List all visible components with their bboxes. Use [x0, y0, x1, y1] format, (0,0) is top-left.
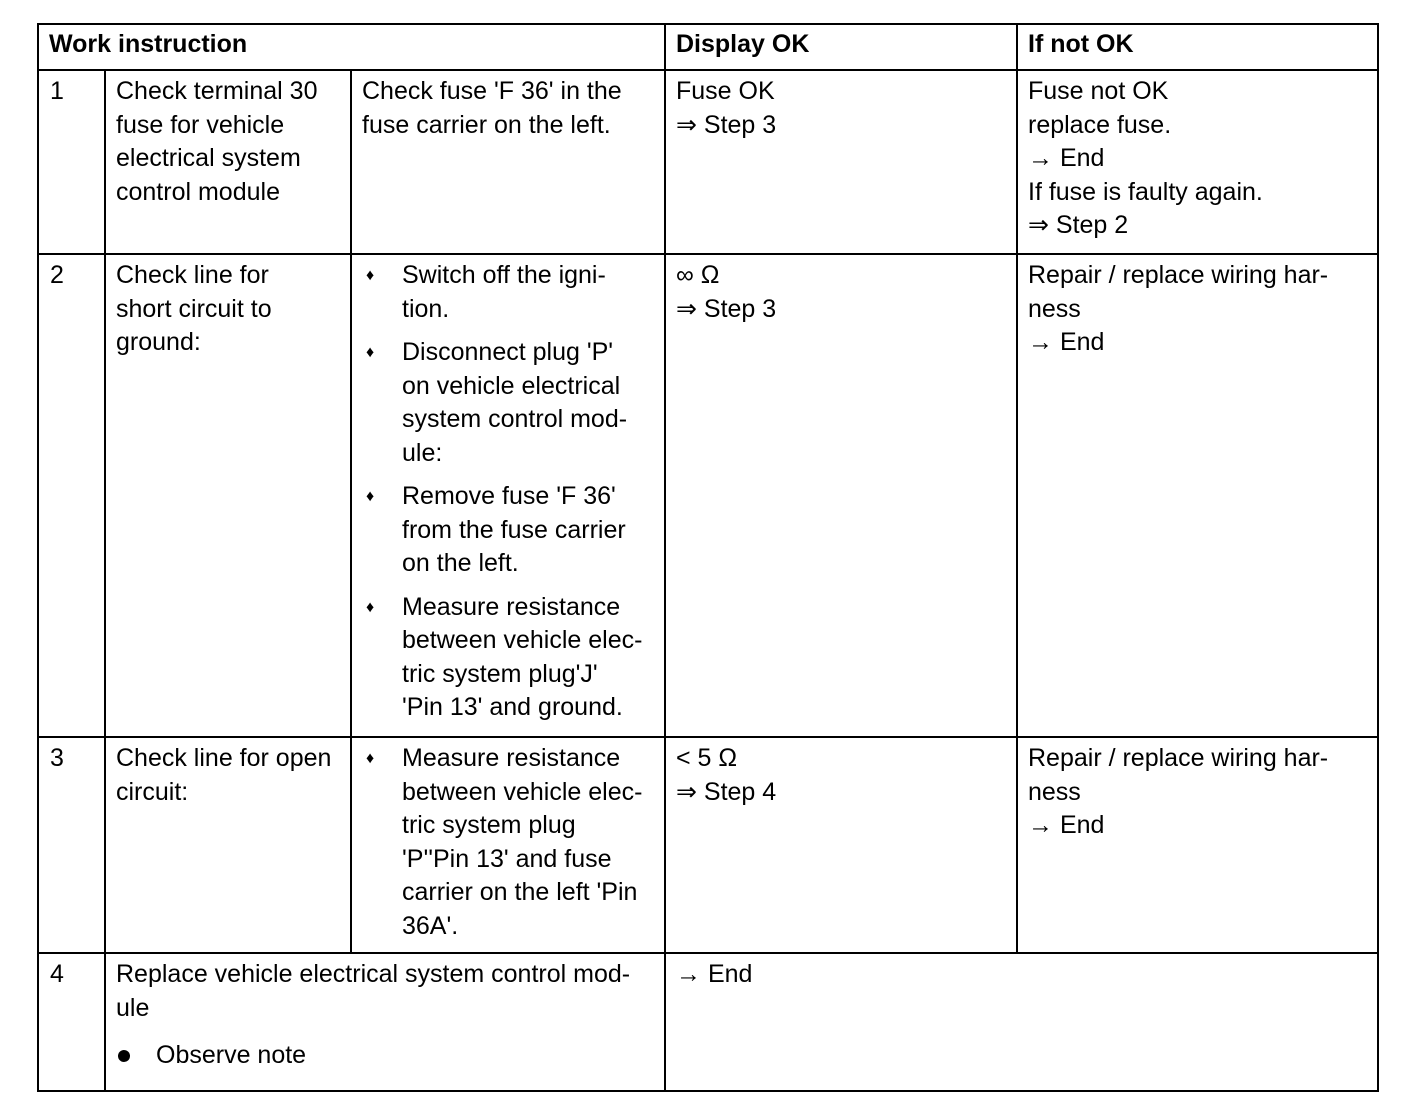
header-display-ok: Display OK [665, 24, 1017, 70]
check-description: Check line for short circuit to ground: [105, 254, 351, 737]
list-item: ♦ Measure resistance between vehicle elec- tric system plug'J' 'Pin 13' and ground. [366, 592, 643, 721]
step-number: 3 [38, 737, 105, 953]
display-ok-result: ∞ Ω ⇒ Step 3 [665, 254, 1017, 737]
check-description-cell [105, 953, 665, 1091]
action-list [362, 742, 654, 943]
list-item: ♦ Disconnect plug 'P' on vehicle electrical system control mod- ule: [366, 338, 628, 467]
display-ok-result: → End [665, 953, 1378, 1091]
diamond-bullet-icon: ♦ [366, 488, 375, 505]
list-item: ♦ Switch off the igni- tion. [366, 261, 606, 323]
step-number: 2 [38, 254, 105, 737]
action-list [362, 259, 654, 725]
if-not-ok-result: Repair / replace wiring har- ness → End [1017, 254, 1378, 737]
diamond-bullet-icon: ♦ [366, 267, 375, 284]
list-item: ♦ Measure resistance between vehicle elec- tric system plug 'P''Pin 13' and fuse carrier on the left 'Pin 36A'. [366, 744, 643, 940]
bullet-dot-icon [118, 1050, 130, 1062]
check-description: Check terminal 30 fuse for vehicle electrical system control module [105, 70, 351, 254]
check-description: Replace vehicle electrical system control mod- ule [116, 960, 631, 1022]
diamond-bullet-icon: ♦ [366, 750, 375, 767]
if-not-ok-result: Fuse not OK replace fuse. → End If fuse is faulty again. ⇒ Step 2 [1017, 70, 1378, 254]
action-description: Check fuse 'F 36' in the fuse carrier on the left. [351, 70, 665, 254]
if-not-ok-result: Repair / replace wiring har- ness → End [1017, 737, 1378, 953]
note-item [116, 1039, 654, 1073]
diamond-bullet-icon: ♦ [366, 344, 375, 361]
step-number: 1 [38, 70, 105, 254]
step-number: 4 [38, 953, 105, 1091]
display-ok-result: Fuse OK ⇒ Step 3 [665, 70, 1017, 254]
table-row [38, 70, 1378, 254]
table-row [38, 254, 1378, 737]
header-if-not-ok: If not OK [1017, 24, 1378, 70]
table-row [38, 953, 1378, 1091]
action-list-cell [351, 254, 665, 737]
display-ok-result: < 5 Ω ⇒ Step 4 [665, 737, 1017, 953]
action-list-cell [351, 737, 665, 953]
table-row [38, 737, 1378, 953]
header-work-instruction: Work instruction [38, 24, 665, 70]
diamond-bullet-icon: ♦ [366, 598, 375, 616]
note-text: Observe note [156, 1041, 307, 1069]
check-description: Check line for open circuit: [105, 737, 351, 953]
diagnosis-table [37, 23, 1379, 1092]
list-item: ♦ Remove fuse 'F 36' from the fuse carrier on the left. [366, 482, 626, 577]
header-row [38, 24, 1378, 70]
